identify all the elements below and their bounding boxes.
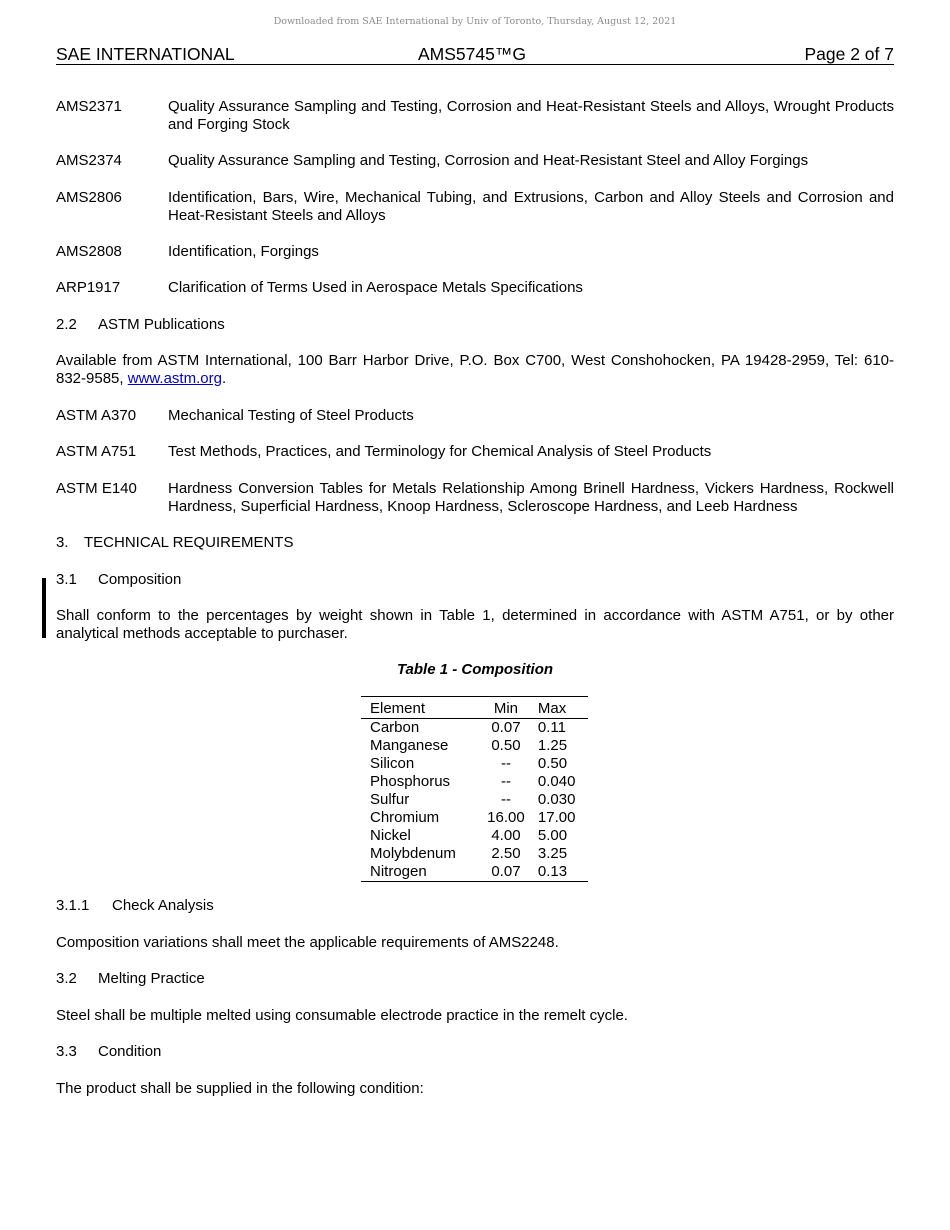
min-cell: 2.50 [491,845,521,862]
reference-title: Identification, Forgings [168,243,319,260]
reference-entry [56,407,894,425]
reference-entry [56,279,894,297]
reference-title: Quality Assurance Sampling and Testing, Corrosion and Heat-Resistant Steels and Alloys, Wrought Products and Forging Stock [168,98,894,133]
section-number: 3.1 [56,571,77,588]
condition-paragraph: The product shall be supplied in the following condition: [56,1080,424,1097]
section-heading-3-3 [56,1043,894,1061]
reference-title: Hardness Conversion Tables for Metals Relationship Among Brinell Hardness, Vickers Hardness, Rockwell Hardness, Superficial Hardness, Knoop Hardness, Scleroscope Hardness, and Leeb Hardness [168,480,894,515]
max-cell: 5.00 [537,827,568,844]
min-cell: -- [500,773,511,790]
section-heading-2-2 [56,316,894,334]
section-heading-3 [56,534,894,552]
min-cell: 16.00 [487,809,525,826]
table-row [361,845,588,863]
reference-code: ASTM E140 [56,480,137,497]
min-cell: -- [500,791,511,808]
column-header-max: Max [530,697,588,719]
section-title: TECHNICAL REQUIREMENTS [84,534,294,551]
reference-title: Clarification of Terms Used in Aerospace Metals Specifications [168,279,583,296]
section-title: Melting Practice [98,970,205,987]
section-title: ASTM Publications [98,316,225,333]
section-heading-3-1 [56,571,894,589]
section-number: 3.3 [56,1043,77,1060]
astm-website-link[interactable]: www.astm.org [127,370,222,387]
element-cell: Phosphorus [370,773,451,790]
reference-code: ARP1917 [56,279,121,296]
table-caption: Table 1 - Composition [396,661,554,678]
element-cell: Nitrogen [370,863,427,880]
element-cell: Nickel [370,827,411,844]
element-cell: Carbon [370,719,420,736]
max-cell: 0.13 [537,863,568,880]
min-cell: 0.50 [491,737,521,754]
section-number: 2.2 [56,316,77,333]
element-cell: Silicon [370,755,415,772]
header-page-number: Page 2 of 7 [804,44,894,64]
section-title: Condition [98,1043,162,1060]
header-organization: SAE INTERNATIONAL [56,44,235,64]
table-row [361,809,588,827]
reference-entry [56,189,894,225]
column-header-min: Min [482,697,530,719]
reference-code: ASTM A370 [56,407,137,424]
table-row [361,737,588,755]
reference-title: Mechanical Testing of Steel Products [168,407,414,424]
table-row [361,863,588,882]
reference-title: Test Methods, Practices, and Terminology for Chemical Analysis of Steel Products [168,443,712,460]
column-header-element: Element [361,697,482,719]
reference-entry [56,152,894,170]
table-row [361,827,588,845]
section-number: 3.1.1 [56,897,90,914]
max-cell: 0.030 [537,791,576,808]
max-cell: 3.25 [537,845,568,862]
availability-text: Available from ASTM International, 100 Barr Harbor Drive, P.O. Box C700, West Conshohocken, PA 19428-2959, Tel: 610-832-9585, [56,352,894,387]
table-row [361,755,588,773]
reference-title: Quality Assurance Sampling and Testing, Corrosion and Heat-Resistant Steel and Alloy Forgings [168,152,809,169]
max-cell: 0.50 [537,755,568,772]
reference-code: AMS2806 [56,189,122,206]
reference-code: AMS2374 [56,152,122,169]
table-header-row [361,697,588,719]
header-document-number: AMS5745™G [418,44,526,64]
section-number: 3.2 [56,970,77,987]
min-cell: 0.07 [491,719,521,736]
reference-code: AMS2371 [56,98,122,115]
section-title: Composition [98,571,182,588]
max-cell: 1.25 [537,737,568,754]
download-watermark: Downloaded from SAE International by Univ of Toronto, Thursday, August 12, 2021 [273,16,677,27]
min-cell: 4.00 [491,827,521,844]
max-cell: 0.040 [537,773,576,790]
table-row [361,773,588,791]
section-heading-3-2 [56,970,894,988]
reference-title: Identification, Bars, Wire, Mechanical Tubing, and Extrusions, Carbon and Alloy Steels and Corrosion and Heat-Resistant Steels and Alloys [168,189,894,224]
composition-table [361,696,588,882]
melting-practice-paragraph: Steel shall be multiple melted using consumable electrode practice in the remelt cycle. [56,1007,628,1024]
section-title: Check Analysis [112,897,214,914]
max-cell: 0.11 [537,719,566,736]
check-analysis-paragraph: Composition variations shall meet the applicable requirements of AMS2248. [56,934,559,951]
reference-entry [56,480,894,516]
element-cell: Sulfur [370,791,410,808]
element-cell: Manganese [370,737,449,754]
revision-change-bar [42,578,46,638]
max-cell: 17.00 [537,809,576,826]
reference-code: ASTM A751 [56,443,137,460]
section-heading-3-1-1 [56,897,894,915]
table-row [361,791,588,809]
reference-entry [56,443,894,461]
min-cell: 0.07 [491,863,521,880]
composition-paragraph: Shall conform to the percentages by weight shown in Table 1, determined in accordance with ASTM A751, or by other analytical methods acceptable to purchaser. [56,607,894,642]
page-header [56,44,894,65]
reference-entry [56,98,894,134]
min-cell: -- [500,755,511,772]
reference-code: AMS2808 [56,243,122,260]
astm-availability-paragraph [56,352,894,388]
availability-period: . [221,370,227,387]
element-cell: Chromium [370,809,440,826]
reference-entry [56,243,894,261]
section-number: 3. [56,534,69,551]
table-row [361,719,588,738]
element-cell: Molybdenum [370,845,456,862]
